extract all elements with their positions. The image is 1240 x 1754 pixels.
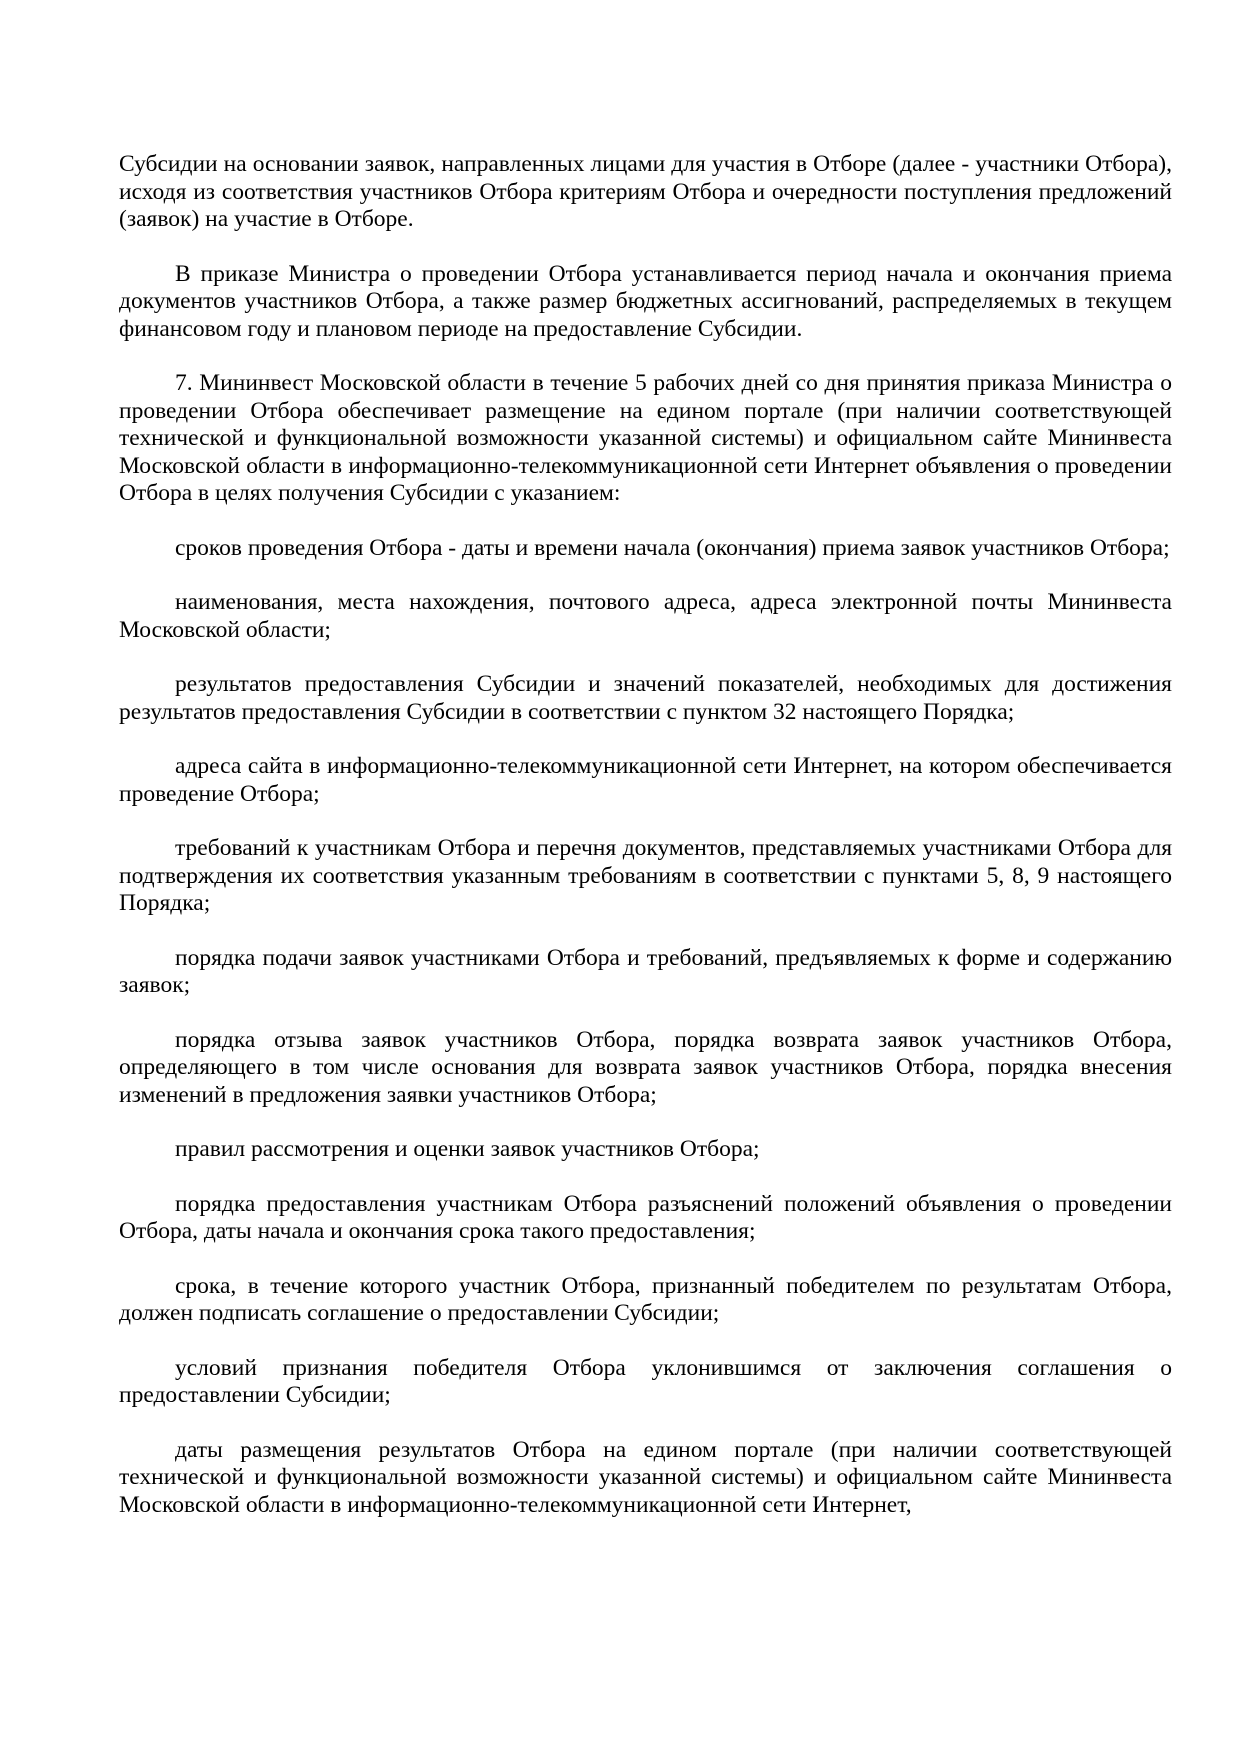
list-item-clarifications: порядка предоставления участникам Отбора разъяснений положений объявления о проведении Отбора, даты начала и окончания срока такого предоставления; [119, 1190, 1172, 1244]
list-item-evasion-conditions: условий признания победителя Отбора уклонившимся от заключения соглашения о предоставлении Субсидии; [119, 1354, 1172, 1408]
list-item-review-rules: правил рассмотрения и оценки заявок участников Отбора; [175, 1136, 760, 1162]
list-item-deadlines: сроков проведения Отбора - даты и времени начала (окончания) приема заявок участников Отбора; [175, 534, 1170, 561]
list-item-withdrawal-order: порядка отзыва заявок участников Отбора, порядка возврата заявок участников Отбора, определяющего в том числе основания для возврата заявок участников Отбора, порядка внесения изменений в предложения заявки участников Отбора; [119, 1026, 1172, 1108]
list-item-name-address: наименования, места нахождения, почтового адреса, адреса электронной почты Мининвеста Московской области; [119, 589, 1172, 643]
list-item-requirements: требований к участникам Отбора и перечня документов, представляемых участниками Отбора для подтверждения их соответствия указанным требованиям в соответствии с пунктами 5, 8, 9 настоящего Порядка; [119, 835, 1172, 916]
paragraph-clause-7: 7. Мининвест Московской области в течение 5 рабочих дней со дня принятия приказа Министра о проведении Отбора обеспечивает размещение на едином портале (при наличии соответствующей технической и функциональной возможности указанной системы) и официальном сайте Мининвеста Московской области в информационно-телекоммуникационной сети Интернет объявления о проведении Отбора в целях получения Субсидии с указанием: [119, 370, 1172, 506]
list-item-results-publication: даты размещения результатов Отбора на едином портале (при наличии соответствующей технической и функциональной возможности указанной системы) и официальном сайте Мининвеста Московской области в информационно-телекоммуникационной сети Интернет, [119, 1436, 1172, 1518]
list-item-signing-deadline: срока, в течение которого участник Отбора, признанный победителем по результатам Отбора, должен подписать соглашение о предоставлении Субсидии; [119, 1272, 1172, 1326]
list-item-submission-order: порядка подачи заявок участниками Отбора и требований, предъявляемых к форме и содержанию заявок; [119, 944, 1172, 998]
paragraph-continuation: Субсидии на основании заявок, направленных лицами для участия в Отборе (далее - участники Отбора), исходя из соответствия участников Отбора критериям Отбора и очередности поступления предложений (заявок) на участие в Отборе. [119, 151, 1172, 232]
list-item-website: адреса сайта в информационно-телекоммуникационной сети Интернет, на котором обеспечивается проведение Отбора; [119, 753, 1172, 807]
paragraph-selection-period: В приказе Министра о проведении Отбора устанавливается период начала и окончания приема документов участников Отбора, а также размер бюджетных ассигнований, распределяемых в текущем финансовом году и плановом периоде на предоставление Субсидии. [119, 260, 1172, 342]
list-item-results: результатов предоставления Субсидии и значений показателей, необходимых для достижения результатов предоставления Субсидии в соответствии с пунктом 32 настоящего Порядка; [119, 671, 1172, 725]
